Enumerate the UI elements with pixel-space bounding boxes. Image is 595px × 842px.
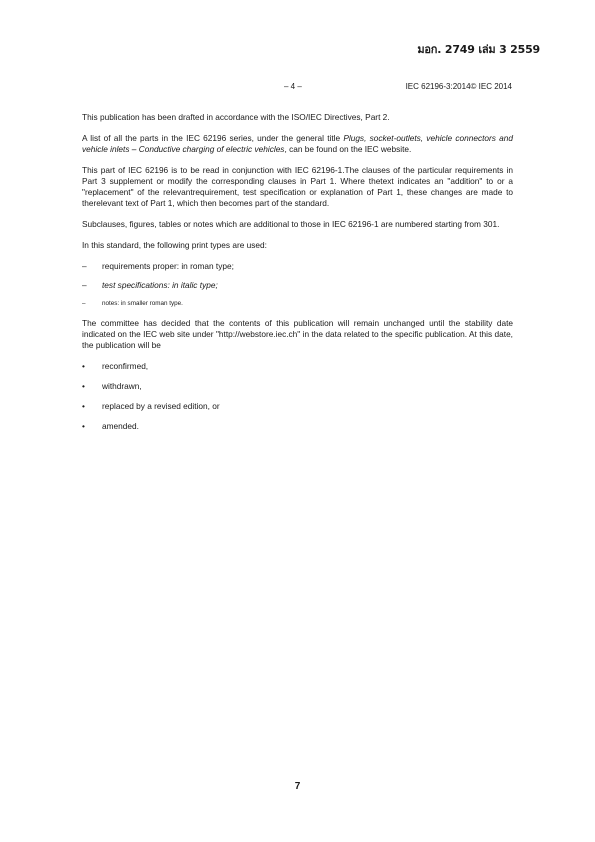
paragraph-directives: This publication has been drafted in accordance with the ISO/IEC Directives, Part 2. — [82, 112, 390, 122]
document-body — [82, 112, 513, 441]
list-item — [82, 381, 513, 392]
header-reference: IEC 62196-3:2014© IEC 2014 — [405, 82, 512, 91]
bullet-marker: • — [82, 421, 85, 431]
paragraph-subclauses: Subclauses, figures, tables or notes which are additional to those in IEC 62196-1 are numbered starting from 301. — [82, 219, 500, 229]
dash-marker: – — [82, 261, 87, 271]
bullet-marker: • — [82, 381, 85, 391]
standard-number-stamp: มอก. 2749 เล่ม 3 2559 — [417, 43, 540, 56]
list-item-text: replaced by a revised edition, or — [102, 401, 220, 411]
paragraph-print-types-intro: In this standard, the following print types are used: — [82, 240, 267, 250]
publication-outcomes-list — [82, 361, 513, 432]
print-types-list — [82, 261, 513, 308]
list-item — [82, 280, 513, 291]
dash-marker: – — [82, 300, 86, 307]
dash-marker: – — [82, 280, 87, 290]
list-item — [82, 299, 513, 308]
list-item-text: notes: in smaller roman type. — [102, 300, 183, 307]
list-item-text: reconfirmed, — [102, 361, 149, 371]
paragraph-committee-decision: The committee has decided that the contents of this publication will remain unchanged until the stability date indicated on the IEC web site under "http://webstore.iec.ch" in the data related to the specific publication. At this date, the publication will be — [82, 318, 513, 350]
header-page-marker: – 4 – — [284, 82, 302, 91]
series-text-before: A list of all the parts in the IEC 62196 series, under the general title — [82, 133, 344, 143]
list-item-text: withdrawn, — [102, 381, 142, 391]
page-number: 7 — [294, 781, 301, 792]
paragraph-series-list — [82, 133, 513, 155]
list-item-text: requirements proper: in roman type; — [102, 261, 234, 271]
list-item — [82, 421, 513, 432]
series-text-after: , can be found on the IEC website. — [284, 144, 412, 154]
series-general-title: Plugs, socket-outlets, vehicle connectors and vehicle inlets – Conductive charging of electric vehicles — [82, 133, 513, 154]
paragraph-conjunction: This part of IEC 62196 is to be read in conjunction with IEC 62196-1.The clauses of the particular requirements in Part 3 supplement or modify the corresponding clauses in Part 1. Where thetext indicates an "addition" to or a "replacement" of the relevantrequirement, test specification or explanation of Part 1, these changes are made to therelevant text of Part 1, which then becomes part of the standard. — [82, 165, 513, 208]
list-item-text: amended. — [102, 421, 139, 431]
bullet-marker: • — [82, 401, 85, 411]
list-item — [82, 261, 513, 272]
list-item — [82, 401, 513, 412]
page-header — [82, 82, 514, 94]
bullet-marker: • — [82, 361, 85, 371]
list-item-text: test specifications: in italic type; — [102, 280, 218, 290]
list-item — [82, 361, 513, 372]
